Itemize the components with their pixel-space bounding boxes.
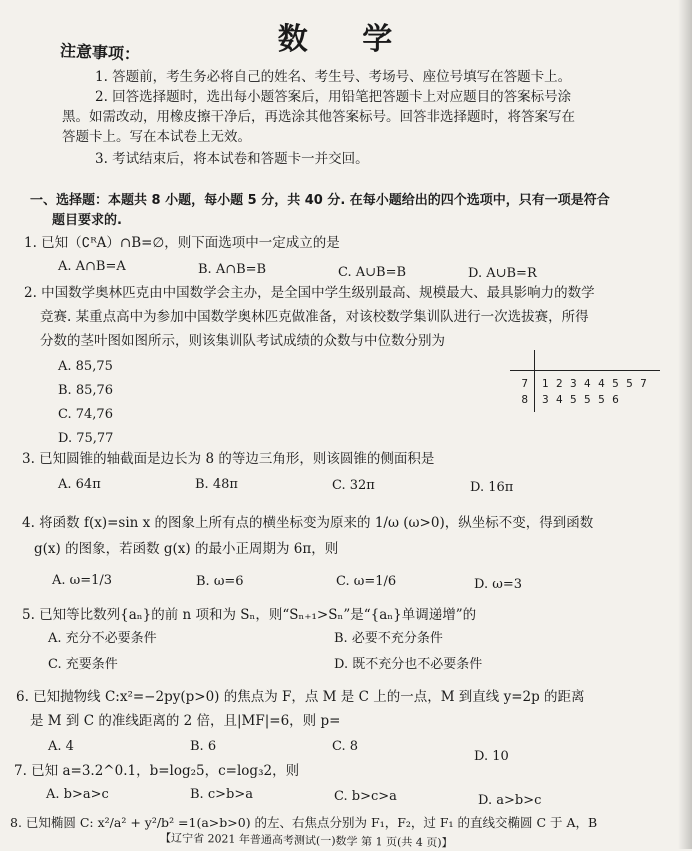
notice-line-5: 3. 考试结束后，将本试卷和答题卡一并交回。: [95, 151, 369, 167]
q1-option-c: C. A∪B=B: [338, 265, 407, 280]
notice-line-4: 答题卡上。写在本试卷上无效。: [62, 129, 251, 145]
notice-line-2: 2. 回答选择题时，选出每小题答案后，用铅笔把答题卡上对应题目的答案标号涂: [95, 89, 572, 105]
q5-option-a: A. 充分不必要条件: [48, 631, 157, 646]
q4-option-d: D. ω=3: [474, 577, 522, 592]
q7-option-d: D. a>b>c: [478, 793, 542, 808]
section-heading: 一、选择题：本题共 8 小题，每小题 5 分，共 40 分. 在每小题给出的四个选项中，只有一项是符合: [30, 193, 610, 208]
notice-line-3: 黑。如需改动，用橡皮擦干净后，再选涂其他答案标号。回答非选择题时，将答案写在: [62, 109, 575, 125]
page-footer: 【辽宁省 2021 年普通高考测试(一)数学 第 1 页(共 4 页)】: [159, 831, 453, 850]
q3-option-b: B. 48π: [195, 477, 238, 492]
stem-value: 8: [521, 394, 528, 406]
question-8: 8. 已知椭圆 C: x²/a² + y²/b² =1(a>b>0) 的左、右焦点分别为 F₁，F₂，过 F₁ 的直线交椭圆 C 于 A，B: [10, 815, 598, 830]
leaf-values: 3 4 5 5 5 6: [542, 394, 621, 406]
question-1: 1. 已知（∁ᴿA）∩B=∅，则下面选项中一定成立的是: [24, 235, 340, 251]
q2-option-b: B. 85,76: [58, 383, 114, 398]
question-7: 7. 已知 a=3.2^0.1，b=log₂5，c=log₃2，则: [14, 763, 300, 779]
q1-option-d: D. A∪B=R: [468, 266, 537, 281]
stem-value: 7: [521, 378, 528, 390]
section-heading-cont: 题目要求的.: [52, 213, 122, 228]
q3-option-c: C. 32π: [332, 478, 375, 493]
question-6-line-1: 6. 已知抛物线 C:x²=−2py(p>0) 的焦点为 F，点 M 是 C 上的一点，M 到直线 y=2p 的距离: [16, 689, 585, 705]
question-2-line-2: 竞赛. 某重点高中为参加中国数学奥林匹克做准备，对该校数学集训队进行一次选拔赛，所得: [40, 309, 589, 325]
leaf-values: 1 2 3 4 4 5 5 7: [542, 378, 649, 390]
q2-option-c: C. 74,76: [58, 407, 113, 422]
question-2-line-1: 2. 中国数学奥林匹克由中国数学会主办，是全国中学生级别最高、规模最大、最具影响力的数学: [24, 285, 595, 301]
q2-option-d: D. 75,77: [58, 431, 114, 446]
q7-option-b: B. c>b>a: [190, 787, 253, 802]
stem-row: [510, 394, 621, 406]
q4-option-a: A. ω=1/3: [52, 573, 113, 588]
q6-option-a: A. 4: [48, 739, 74, 754]
q7-option-c: C. b>c>a: [334, 789, 397, 804]
stem-row: [510, 378, 649, 390]
question-6-line-2: 是 M 到 C 的准线距离的 2 倍，且|MF|=6，则 p=: [30, 713, 341, 729]
notice-heading: 注意事项：: [59, 40, 141, 65]
question-4-line-1: 4. 将函数 f(x)=sin x 的图象上所有点的横坐标变为原来的 1/ω (ω>0)，纵坐标不变，得到函数: [22, 515, 594, 531]
q5-option-c: C. 充要条件: [48, 657, 118, 672]
plot-top-rule: [510, 370, 660, 371]
q6-option-b: B. 6: [190, 739, 217, 754]
question-5: 5. 已知等比数列{aₙ}的前 n 项和为 Sₙ，则“Sₙ₊₁>Sₙ”是“{aₙ}单调递增”的: [22, 607, 477, 623]
question-4-line-2: g(x) 的图象，若函数 g(x) 的最小正周期为 6π，则: [34, 541, 339, 557]
stem-leaf-plot: [510, 350, 660, 412]
q5-option-d: D. 既不充分也不必要条件: [334, 657, 483, 672]
notice-line-1: 1. 答题前，考生务必将自己的姓名、考生号、考场号、座位号填写在答题卡上。: [95, 69, 572, 85]
page-title: 数 学: [277, 22, 415, 57]
question-2-line-3: 分数的茎叶图如图所示，则该集训队考试成绩的众数与中位数分别为: [40, 333, 445, 349]
q7-option-a: A. b>a>c: [46, 787, 109, 802]
q6-option-c: C. 8: [332, 739, 359, 754]
q1-option-a: A. A∩B=A: [58, 259, 126, 274]
q4-option-c: C. ω=1/6: [336, 574, 397, 589]
page-edge-shadow: [678, 0, 692, 849]
q5-option-b: B. 必要不充分条件: [334, 631, 443, 646]
q3-option-a: A. 64π: [58, 477, 101, 492]
q2-option-a: A. 85,75: [58, 359, 113, 374]
q4-option-b: B. ω=6: [196, 574, 244, 589]
q1-option-b: B. A∩B=B: [198, 262, 267, 277]
question-3: 3. 已知圆锥的轴截面是边长为 8 的等边三角形，则该圆锥的侧面积是: [22, 451, 435, 467]
q3-option-d: D. 16π: [470, 480, 514, 495]
q6-option-d: D. 10: [474, 749, 509, 764]
